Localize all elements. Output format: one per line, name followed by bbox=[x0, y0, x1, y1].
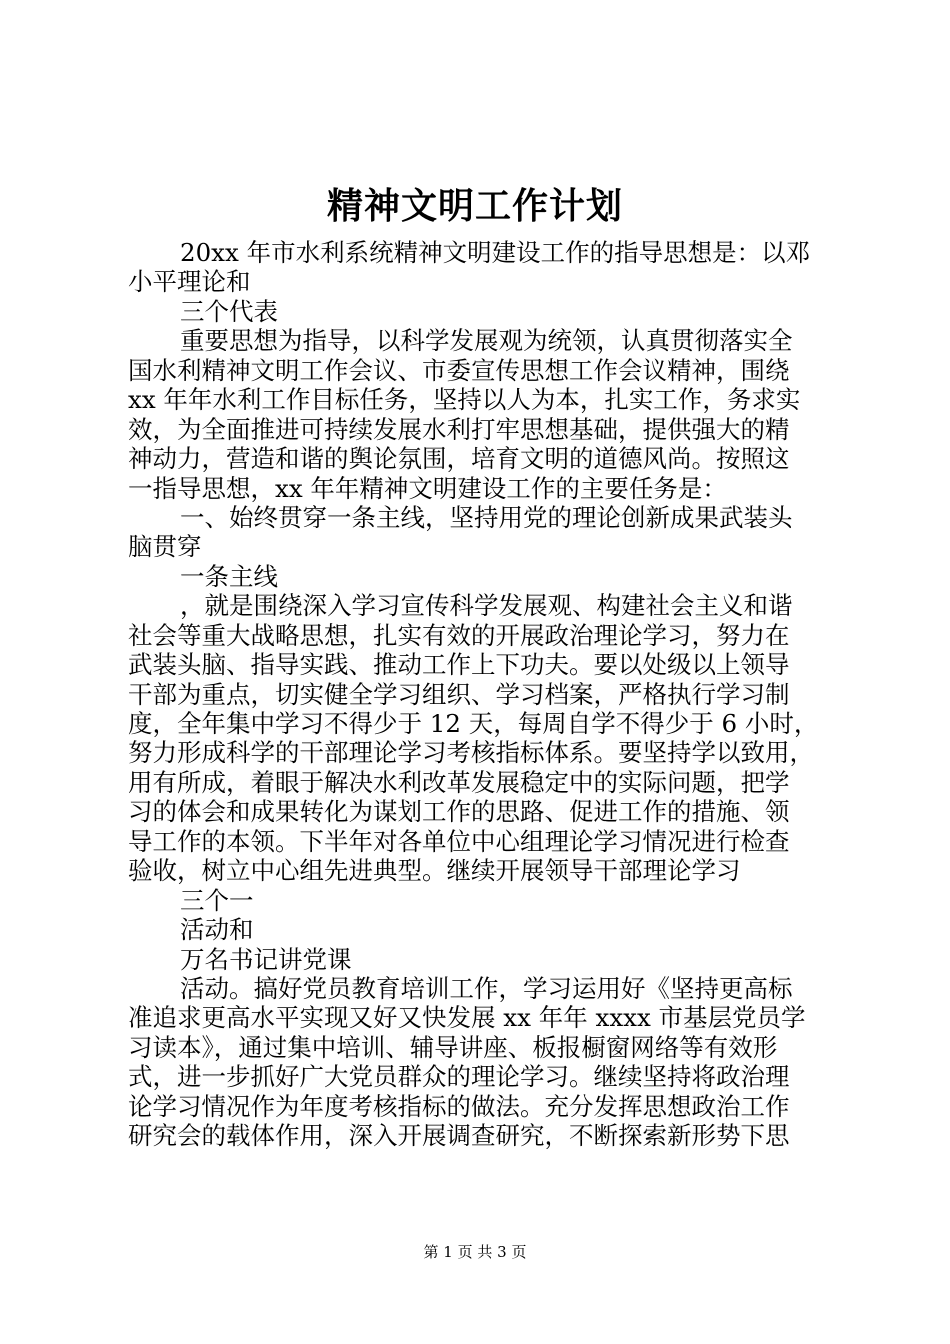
body-line: 20xx 年市水利系统精神文明建设工作的指导思想是：以邓 bbox=[180, 238, 811, 267]
body-line: 验收，树立中心组先进典型。继续开展领导干部理论学习 bbox=[128, 856, 741, 886]
body-line: 一指导思想，xx 年年精神文明建设工作的主要任务是： bbox=[128, 473, 727, 503]
body-line: 小平理论和 bbox=[128, 267, 251, 297]
body-line: xx 年年水利工作目标任务，坚持以人为本，扎实工作，务求实 bbox=[128, 385, 801, 415]
body-line: 导工作的本领。下半年对各单位中心组理论学习情况进行检查 bbox=[128, 826, 790, 856]
body-line: 效，为全面推进可持续发展水利打牢思想基础，提供强大的精 bbox=[128, 414, 790, 444]
body-line: 一、始终贯穿一条主线，坚持用党的理论创新成果武装头 bbox=[180, 502, 793, 532]
body-line: 习的体会和成果转化为谋划工作的思路、促进工作的措施、领 bbox=[128, 797, 790, 827]
document-title: 精神文明工作计划 bbox=[326, 186, 623, 227]
body-line: 国水利精神文明工作会议、市委宣传思想工作会议精神，围绕 bbox=[128, 355, 790, 385]
body-line: 三个代表 bbox=[180, 296, 278, 326]
body-line: 准追求更高水平实现又好又快发展 xx 年年 xxxx 市基层党员学 bbox=[128, 1003, 806, 1033]
page-footer: 第 1 页 共 3 页 bbox=[423, 1243, 527, 1261]
body-line: ，就是围绕深入学习宣传科学发展观、构建社会主义和谐 bbox=[180, 591, 793, 621]
body-line: 干部为重点，切实健全学习组织、学习档案，严格执行学习制 bbox=[128, 679, 790, 709]
body-line: 一条主线 bbox=[180, 561, 278, 591]
document-body bbox=[128, 238, 828, 1151]
body-line: 研究会的载体作用，深入开展调查研究，不断探索新形势下思 bbox=[128, 1121, 790, 1151]
body-line: 活动。搞好党员教育培训工作，学习运用好《坚持更高标 bbox=[180, 973, 793, 1003]
body-line: 武装头脑、指导实践、推动工作上下功夫。要以处级以上领导 bbox=[128, 650, 790, 680]
body-line: 三个一 bbox=[180, 885, 254, 915]
body-line: 万名书记讲党课 bbox=[180, 944, 352, 974]
body-line: 神动力，营造和谐的舆论氛围，培育文明的道德风尚。按照这 bbox=[128, 444, 790, 474]
body-line: 努力形成科学的干部理论学习考核指标体系。要坚持学以致用， bbox=[128, 738, 814, 768]
body-line: 社会等重大战略思想，扎实有效的开展政治理论学习，努力在 bbox=[128, 620, 790, 650]
body-line: 重要思想为指导，以科学发展观为统领，认真贯彻落实全 bbox=[180, 326, 793, 356]
body-line: 式，进一步抓好广大党员群众的理论学习。继续坚持将政治理 bbox=[128, 1062, 790, 1092]
body-line: 习读本》，通过集中培训、辅导讲座、板报橱窗网络等有效形 bbox=[128, 1032, 778, 1062]
body-line: 论学习情况作为年度考核指标的做法。充分发挥思想政治工作 bbox=[128, 1091, 790, 1121]
body-line: 用有所成，着眼于解决水利改革发展稳定中的实际问题，把学 bbox=[128, 767, 790, 797]
body-line: 活动和 bbox=[180, 915, 254, 945]
body-line: 度，全年集中学习不得少于 12 天，每周自学不得少于 6 小时， bbox=[128, 709, 819, 738]
body-line: 脑贯穿 bbox=[128, 532, 202, 562]
